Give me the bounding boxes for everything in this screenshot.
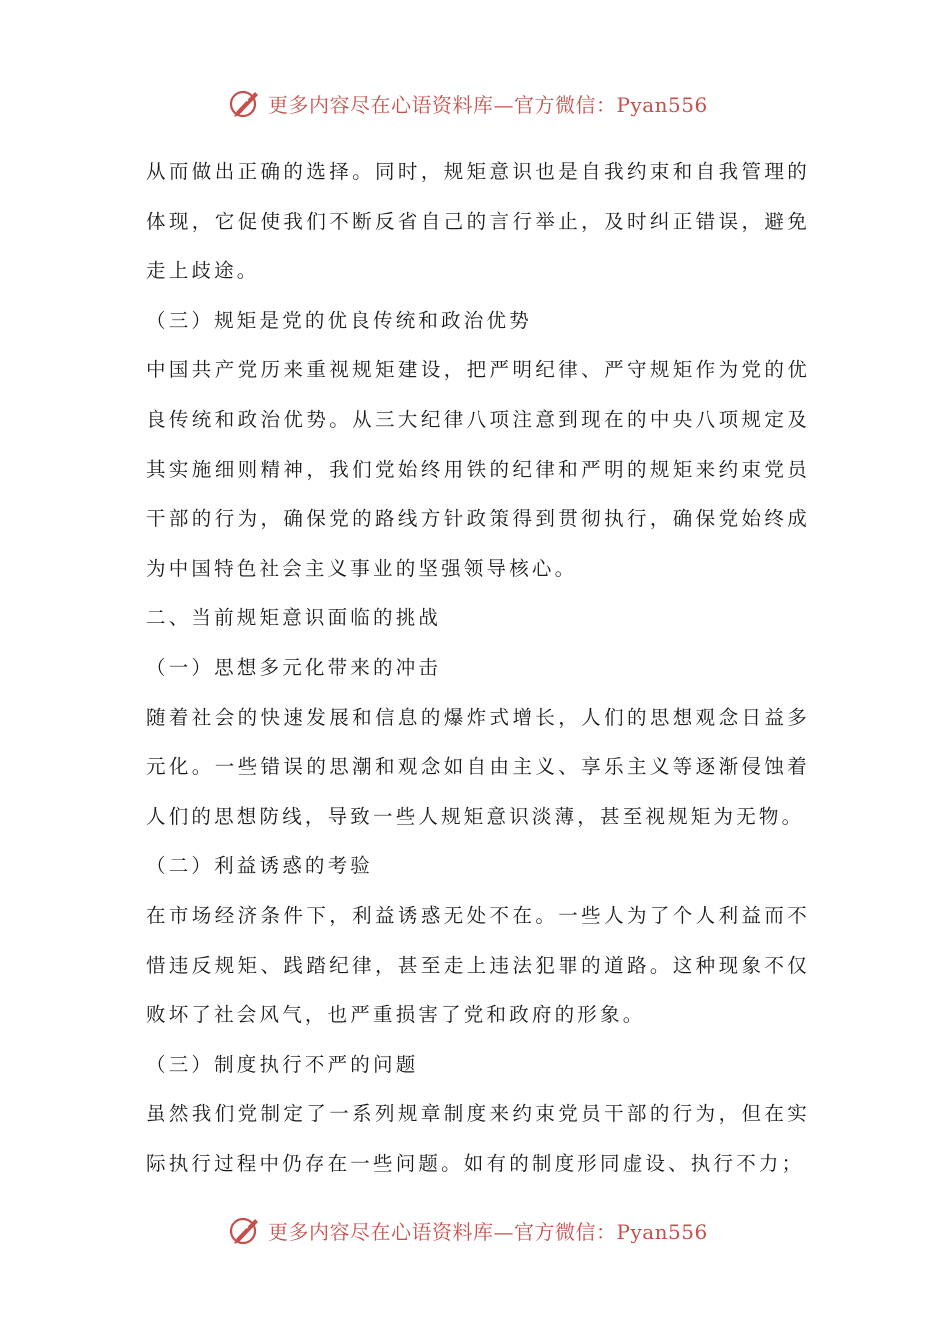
section-heading: （一）思想多元化带来的冲击	[146, 655, 442, 679]
document-body	[146, 147, 810, 1188]
paragraph: 虽然我们党制定了一系列规章制度来约束党员干部的行为，但在实际执行过程中仍存在一些问题。如有的制度形同虚设、执行不力；	[146, 1102, 810, 1175]
paragraph: 中国共产党历来重视规矩建设，把严明纪律、严守规矩作为党的优良传统和政治优势。从三大纪律八项注意到现在的中央八项规定及其实施细则精神，我们党始终用铁的纪律和严明的规矩来约束党员干部的行为，确保党的路线方针政策得到贯彻执行，确保党始终成为中国特色社会主义事业的坚强领导核心。	[146, 358, 810, 580]
pen-logo-icon	[228, 86, 262, 120]
paragraph: 从而做出正确的选择。同时，规矩意识也是自我约束和自我管理的体现，它促使我们不断反省自己的言行举止，及时纠正错误，避免走上歧途。	[146, 160, 810, 283]
header-banner	[228, 85, 748, 121]
chapter-heading: 二、当前规矩意识面临的挑战	[146, 606, 442, 630]
section-heading: （二）利益诱惑的考验	[146, 854, 374, 878]
section-heading: （三）制度执行不严的问题	[146, 1052, 419, 1076]
pen-logo-icon	[228, 1213, 262, 1247]
paragraph: 在市场经济条件下，利益诱惑无处不在。一些人为了个人利益而不惜违反规矩、践踏纪律，甚至走上违法犯罪的道路。这种现象不仅败坏了社会风气，也严重损害了党和政府的形象。	[146, 903, 810, 1027]
header-banner-text: 更多内容尽在心语资料库—官方微信：Pyan556	[268, 92, 708, 117]
footer-banner-text: 更多内容尽在心语资料库—官方微信：Pyan556	[268, 1219, 708, 1244]
section-heading: （三）规矩是党的优良传统和政治优势	[146, 308, 532, 332]
paragraph: 随着社会的快速发展和信息的爆炸式增长，人们的思想观念日益多元化。一些错误的思潮和观念如自由主义、享乐主义等逐渐侵蚀着人们的思想防线，导致一些人规矩意识淡薄，甚至视规矩为无物。	[146, 705, 810, 828]
footer-banner	[228, 1212, 748, 1248]
